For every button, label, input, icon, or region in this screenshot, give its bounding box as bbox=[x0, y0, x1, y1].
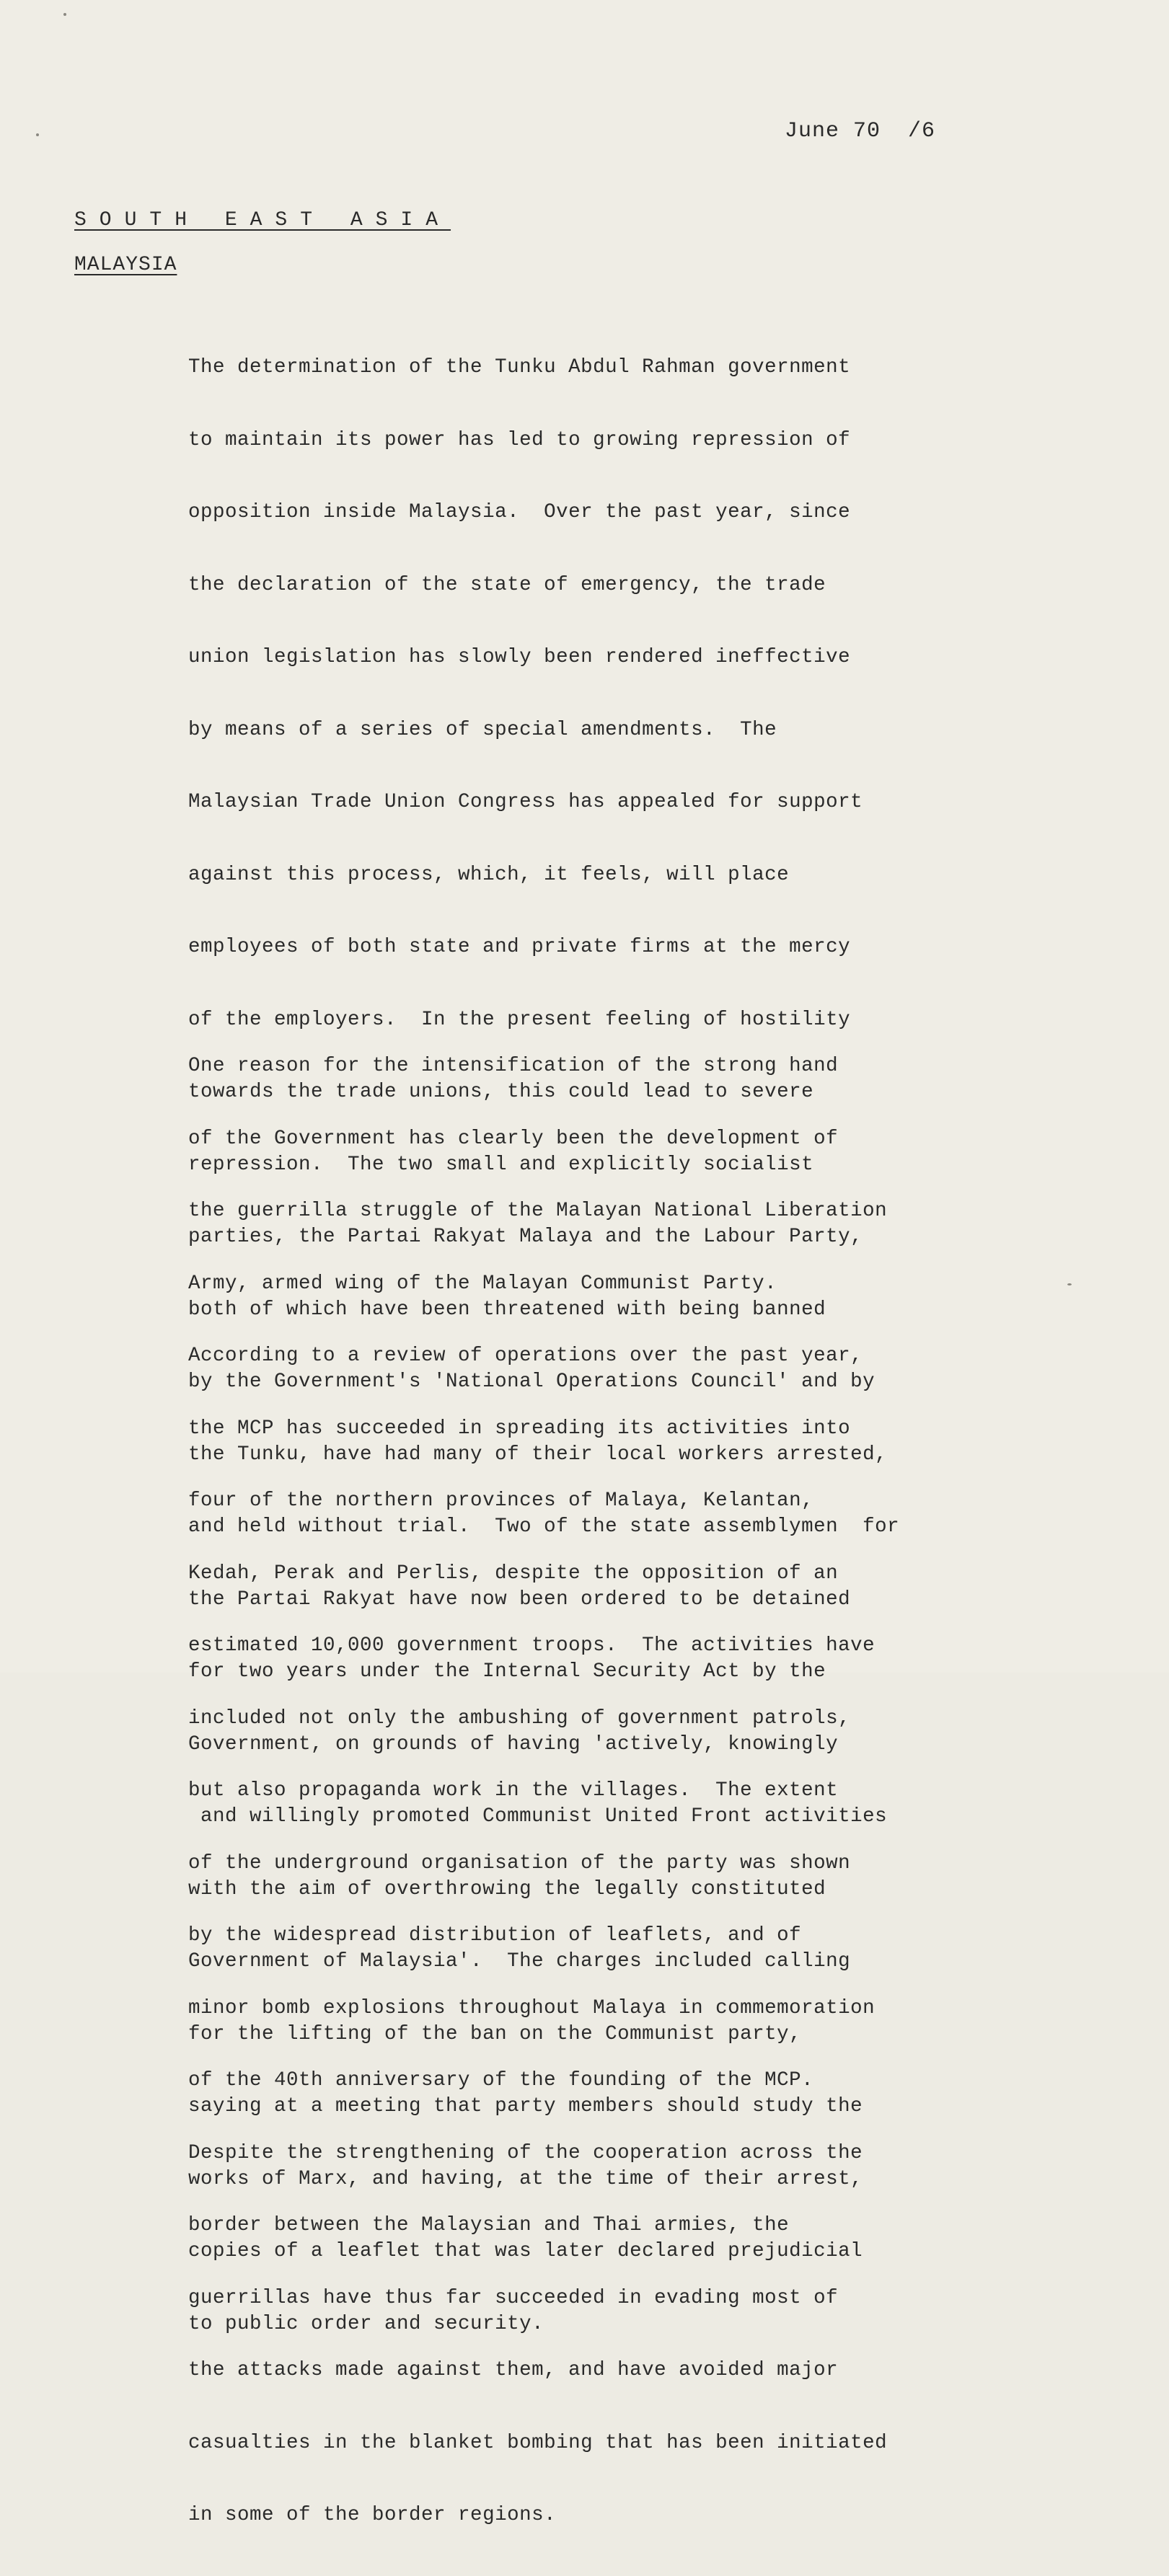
text-line: by the Government's 'National Operations Council' and by bbox=[188, 1371, 875, 1393]
text-line: in some of the border regions. bbox=[188, 2504, 557, 2526]
text-line: guerrillas have thus far succeeded in evading most of bbox=[188, 2286, 839, 2309]
text-line: saying at a meeting that party members should study the bbox=[188, 2095, 863, 2117]
text-line: opposition inside Malaysia. Over the past year, since bbox=[188, 501, 851, 523]
text-line: four of the northern provinces of Malaya, Kelantan, bbox=[188, 1490, 814, 1512]
text-line: of the underground organisation of the party was shown bbox=[188, 1851, 851, 1875]
text-line: included not only the ambushing of government patrols, bbox=[188, 1707, 851, 1730]
text-line: parties, the Partai Rakyat Malaya and the Labour Party, bbox=[188, 1226, 863, 1248]
text-line: the guerrilla struggle of the Malayan National Liberation bbox=[188, 1200, 888, 1222]
country-heading: MALAYSIA bbox=[74, 254, 177, 276]
text-line: for two years under the Internal Security Act by the bbox=[188, 1660, 826, 1683]
text-line: and willingly promoted Communist United Front activities bbox=[188, 1805, 888, 1828]
text-line: for the lifting of the ban on the Communist party, bbox=[188, 2022, 802, 2045]
text-line: Despite the strengthening of the cooperation across the bbox=[188, 2141, 863, 2164]
paper-speck bbox=[36, 133, 39, 136]
text-line: of the Government has clearly been the development of bbox=[188, 1127, 839, 1150]
text-line: of the 40th anniversary of the founding of the MCP. bbox=[188, 2069, 814, 2092]
text-line: union legislation has slowly been rendered ineffective bbox=[188, 646, 851, 668]
document-date bbox=[785, 119, 935, 143]
text-line: the declaration of the state of emergency, the trade bbox=[188, 573, 826, 596]
text-line: and held without trial. Two of the state assemblymen for bbox=[188, 1515, 900, 1538]
text-line: against this process, which, it feels, will place bbox=[188, 863, 790, 886]
text-line: According to a review of operations over the past year, bbox=[188, 1345, 863, 1367]
text-line: casualties in the blanket bombing that has been initiated bbox=[188, 2431, 888, 2454]
text-line: Government of Malaysia'. The charges included calling bbox=[188, 1950, 851, 1973]
text-line: One reason for the intensification of the strong hand bbox=[188, 1055, 839, 1077]
text-line: Kedah, Perak and Perlis, despite the opposition of an bbox=[188, 1562, 839, 1585]
date-text: June 70 bbox=[785, 119, 881, 143]
text-line: with the aim of overthrowing the legally constituted bbox=[188, 1877, 826, 1900]
text-line: Malaysian Trade Union Congress has appealed for support bbox=[188, 791, 863, 813]
text-line: the attacks made against them, and have avoided major bbox=[188, 2359, 839, 2381]
text-line: the Partai Rakyat have now been ordered to be detained bbox=[188, 1588, 851, 1611]
text-line: the MCP has succeeded in spreading its activities into bbox=[188, 1417, 851, 1440]
text-line: of the employers. In the present feeling of hostility bbox=[188, 1008, 851, 1031]
text-line: Army, armed wing of the Malayan Communist Party. bbox=[188, 1272, 777, 1295]
text-line: border between the Malaysian and Thai armies, the bbox=[188, 2214, 790, 2236]
paper-speck bbox=[63, 13, 66, 16]
text-line: by the widespread distribution of leaflets, and of bbox=[188, 1924, 802, 1947]
paper-speck bbox=[1067, 1283, 1072, 1285]
text-line: The determination of the Tunku Abdul Rahman government bbox=[188, 356, 851, 379]
text-line: works of Marx, and having, at the time of their arrest, bbox=[188, 2167, 863, 2190]
text-line: employees of both state and private firms at the mercy bbox=[188, 936, 851, 958]
text-line: to maintain its power has led to growing repression of bbox=[188, 428, 851, 451]
text-line: estimated 10,000 government troops. The activities have bbox=[188, 1634, 875, 1657]
text-line: the Tunku, have had many of their local workers arrested, bbox=[188, 1443, 888, 1466]
text-line: both of which have been threatened with being banned bbox=[188, 1298, 826, 1321]
text-line: copies of a leaflet that was later declared prejudicial bbox=[188, 2240, 863, 2262]
page-marker: /6 bbox=[908, 119, 936, 143]
text-line: repression. The two small and explicitly socialist bbox=[188, 1153, 814, 1176]
text-line: minor bomb explosions throughout Malaya in commemoration bbox=[188, 1996, 875, 2019]
text-line: but also propaganda work in the villages. The extent bbox=[188, 1779, 839, 1802]
text-line: by means of a series of special amendments. The bbox=[188, 718, 777, 741]
paragraph-2 bbox=[188, 1006, 887, 2576]
text-line: towards the trade unions, this could lead to severe bbox=[188, 1081, 814, 1103]
text-line: Government, on grounds of having 'actively, knowingly bbox=[188, 1732, 839, 1756]
text-line: to public order and security. bbox=[188, 2312, 544, 2335]
section-title: SOUTH EAST ASIA bbox=[74, 209, 451, 231]
